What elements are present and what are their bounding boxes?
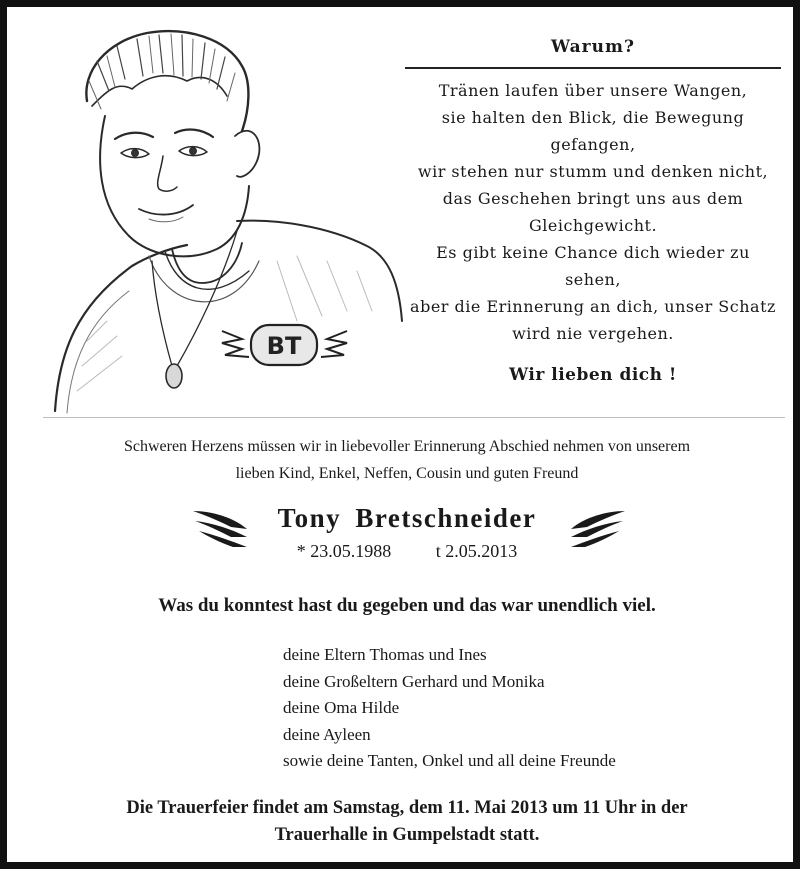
funeral-service-info <box>27 795 787 849</box>
deceased-name: Tony Bretschneider <box>277 503 537 533</box>
list-item: deine Großeltern Gerhard und Monika <box>283 671 545 691</box>
portrait-sketch <box>37 21 407 417</box>
death-date: t 2.05.2013 <box>435 541 518 561</box>
poem-line: aber die Erinnerung an dich, unser Schatz <box>410 297 776 316</box>
poem <box>395 37 791 385</box>
list-item: deine Oma Hilde <box>283 698 400 717</box>
service-line: Die Trauerfeier findet am Samstag, dem 11. Mai 2013 um 11 Uhr in der <box>126 798 688 818</box>
poem-line: Gleichgewicht. <box>528 216 658 235</box>
intro-line: lieben Kind, Enkel, Neffen, Cousin und guten Freund <box>235 465 579 482</box>
poem-title: Warum? <box>551 37 635 57</box>
poem-line: Tränen laufen über unsere Wangen, <box>438 81 748 100</box>
svg-text:BT: BT <box>266 332 302 360</box>
poem-line: wir stehen nur stumm und denken nicht, <box>417 162 769 181</box>
list-item: deine Ayleen <box>283 724 371 744</box>
life-dates <box>207 541 607 562</box>
birth-date: * 23.05.1988 <box>296 541 392 561</box>
section-divider <box>43 417 785 418</box>
poem-line: sehen, <box>565 270 621 289</box>
poem-line: sie halten den Blick, die Bewegung <box>441 108 745 127</box>
poem-line: wird nie vergehen. <box>512 324 674 343</box>
poem-line: gefangen, <box>550 135 636 154</box>
mourners-list <box>283 642 763 775</box>
poem-rule <box>405 67 781 69</box>
poem-closing: Wir lieben dich ! <box>509 365 677 385</box>
service-line: Trauerhalle in Gumpelstadt statt. <box>274 825 540 845</box>
intro-line: Schweren Herzens müssen wir in liebevoller Erinnerung Abschied nehmen von unserem <box>123 438 691 455</box>
bt-logo <box>222 325 347 365</box>
poem-line: Es gibt keine Chance dich wieder zu <box>436 243 750 262</box>
list-item: sowie deine Tanten, Onkel und all deine Freunde <box>283 751 616 770</box>
motto: Was du konntest hast du gegeben und das war unendlich viel. <box>158 595 656 616</box>
poem-line: das Geschehen bringt uns aus dem <box>442 189 744 208</box>
list-item: deine Eltern Thomas und Ines <box>283 645 487 664</box>
intro-text <box>27 433 787 487</box>
